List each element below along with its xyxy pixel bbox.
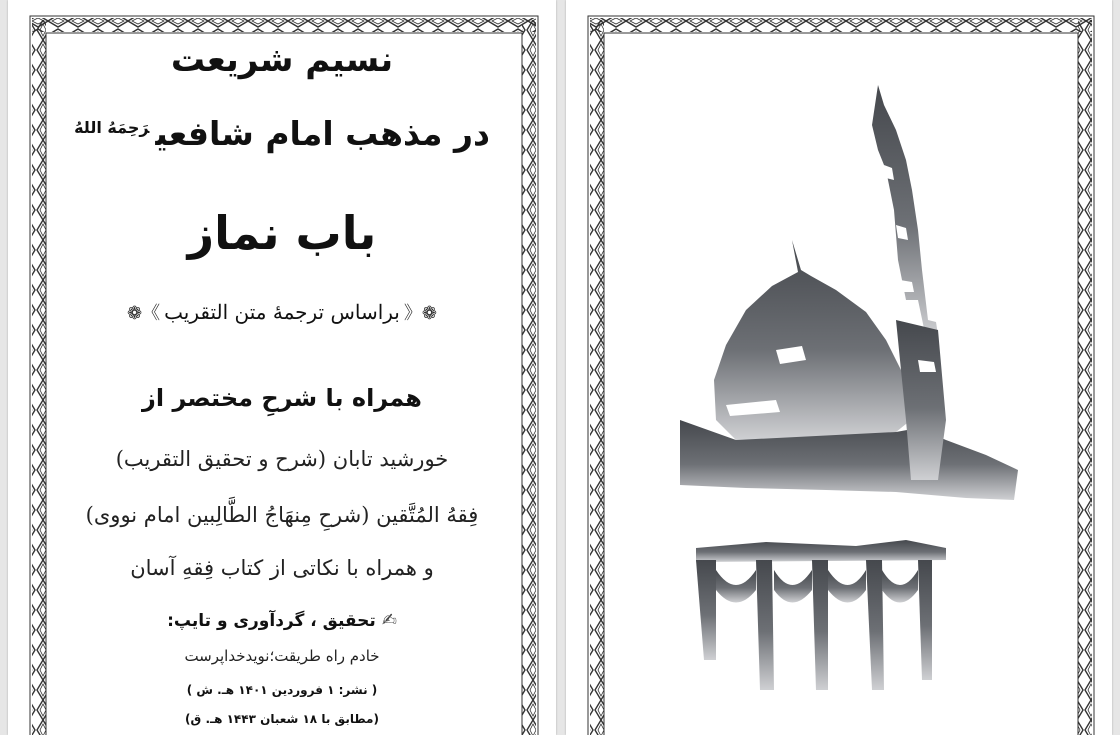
reference-line: و همراه با نکاتی از کتاب فِقهِ آسان [130,556,434,580]
basis-text: براساس ترجمهٔ متن التقریب [164,300,400,324]
document-page-left [8,0,556,735]
reference-line: خورشید تابان (شرح و تحقیق التقریب) [115,447,449,471]
research-label-text: تحقیق ، گردآوری و تایپ: [167,611,376,631]
basis-line [48,299,516,325]
commentary-heading: همراه با شرحِ مختصر از [142,384,422,412]
subtitle-text: در مذهب امام شافعی [155,114,490,153]
research-label [48,610,516,631]
book-subtitle [48,114,516,153]
book-title: نسیم شریعت [170,40,394,80]
floral-ornament-icon: ❁《 [403,303,437,324]
publish-date-solar: ( نشر: ۱ فروردین ۱۴۰۱ هـ. ش ) [186,683,378,697]
publish-date-lunar: (مطابق با ۱۸ شعبان ۱۴۴۳ هـ. ق) [185,712,379,726]
chapter-title: باب نماز [187,206,377,260]
honorific: رَحِمَهُ اللهُ [74,118,150,137]
title-page-content [48,0,516,735]
decorative-border [566,0,1112,735]
floral-ornament-icon: 》❁ [127,303,161,324]
document-page-right [566,0,1112,735]
quill-pen-icon: ✍ [381,610,397,631]
mosque-silhouette [680,85,1018,690]
reference-line: فِقهُ المُتَّقین (شرحِ مِنهَاجُ الطَّالِبین امام نووی) [85,503,479,527]
author-line: خادم راه طریقت؛نویدخداپرست [184,647,380,665]
